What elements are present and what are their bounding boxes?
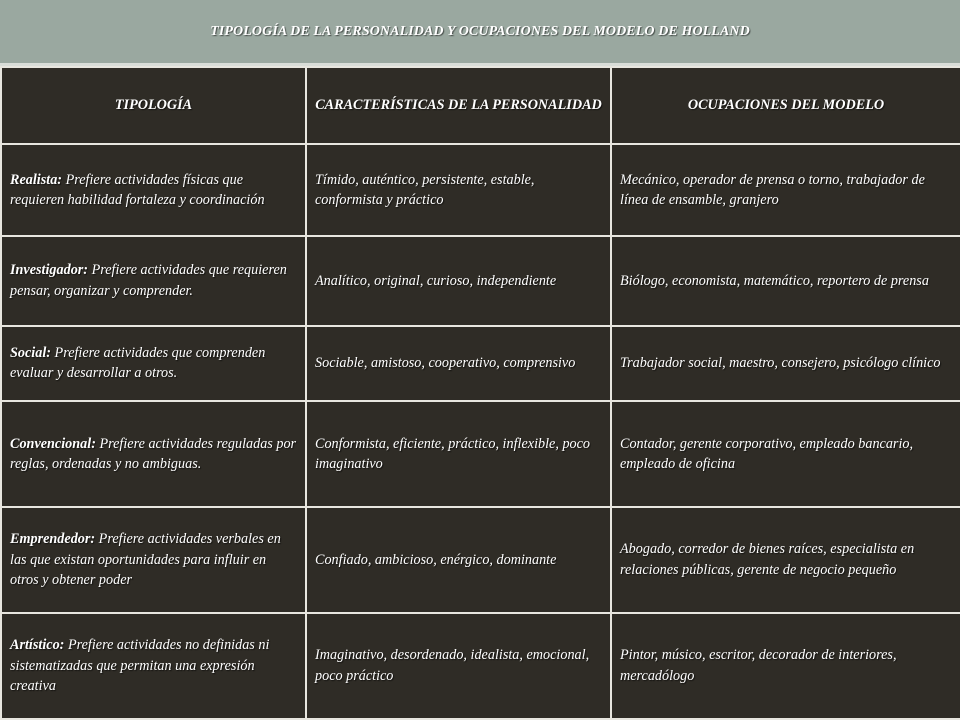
occupations-cell: Mecánico, operador de prensa o torno, trabajador de línea de ensamble, granjero [611,144,960,236]
table-row [1,236,960,326]
type-description: Prefiere actividades que requieren pensar, organizar y comprender. [10,262,287,299]
column-header-caracteristicas: CARACTERÍSTICAS DE LA PERSONALIDAD [306,67,611,144]
page-title: TIPOLOGÍA DE LA PERSONALIDAD Y OCUPACIONES DEL MODELO DE HOLLAND [210,23,750,39]
type-description: Prefiere actividades que comprenden evaluar y desarrollar a otros. [10,344,266,382]
traits-cell: Tímido, auténtico, persistente, estable, conformista y práctico [306,144,611,236]
occupations-cell: Trabajador social, maestro, consejero, psicólogo clínico [611,326,960,401]
table-header-row [1,67,960,144]
traits-cell: Imaginativo, desordenado, idealista, emocional, poco práctico [306,613,611,719]
type-cell [1,144,306,236]
traits-cell: Sociable, amistoso, cooperativo, comprensivo [306,326,611,401]
title-banner [0,0,960,66]
column-header-tipologia: TIPOLOGÍA [1,67,306,144]
traits-cell: Confiado, ambicioso, enérgico, dominante [306,507,611,613]
occupations-cell: Biólogo, economista, matemático, reportero de prensa [611,236,960,326]
type-description: Prefiere actividades reguladas por reglas, ordenadas y no ambiguas. [10,435,297,473]
type-name: Social: [10,344,51,361]
type-description: Prefiere actividades físicas que requieren habilidad fortaleza y coordinación [10,171,265,209]
type-cell [1,326,306,401]
holland-table [0,66,960,720]
type-name: Emprendedor: [10,531,96,548]
table-row [1,326,960,401]
traits-cell: Analítico, original, curioso, independiente [306,236,611,326]
column-header-ocupaciones: OCUPACIONES DEL MODELO [611,67,960,144]
type-cell [1,613,306,719]
occupations-cell: Pintor, músico, escritor, decorador de interiores, mercadólogo [611,613,960,719]
type-cell [1,401,306,507]
type-cell [1,507,306,613]
table-row [1,613,960,719]
type-description: Prefiere actividades no definidas ni sistematizadas que permitan una expresión creativa [10,637,270,695]
type-description: Prefiere actividades verbales en las que existan oportunidades para influir en otros y obtener poder [10,531,281,589]
type-name: Convencional: [10,435,96,452]
traits-cell: Conformista, eficiente, práctico, inflexible, poco imaginativo [306,401,611,507]
table-row [1,144,960,236]
type-name: Artístico: [10,637,65,654]
type-cell [1,236,306,326]
type-name: Investigador: [10,262,89,279]
occupations-cell: Abogado, corredor de bienes raíces, especialista en relaciones públicas, gerente de negocio pequeño [611,507,960,613]
table-row [1,507,960,613]
type-name: Realista: [10,171,63,188]
table-row [1,401,960,507]
occupations-cell: Contador, gerente corporativo, empleado bancario, empleado de oficina [611,401,960,507]
